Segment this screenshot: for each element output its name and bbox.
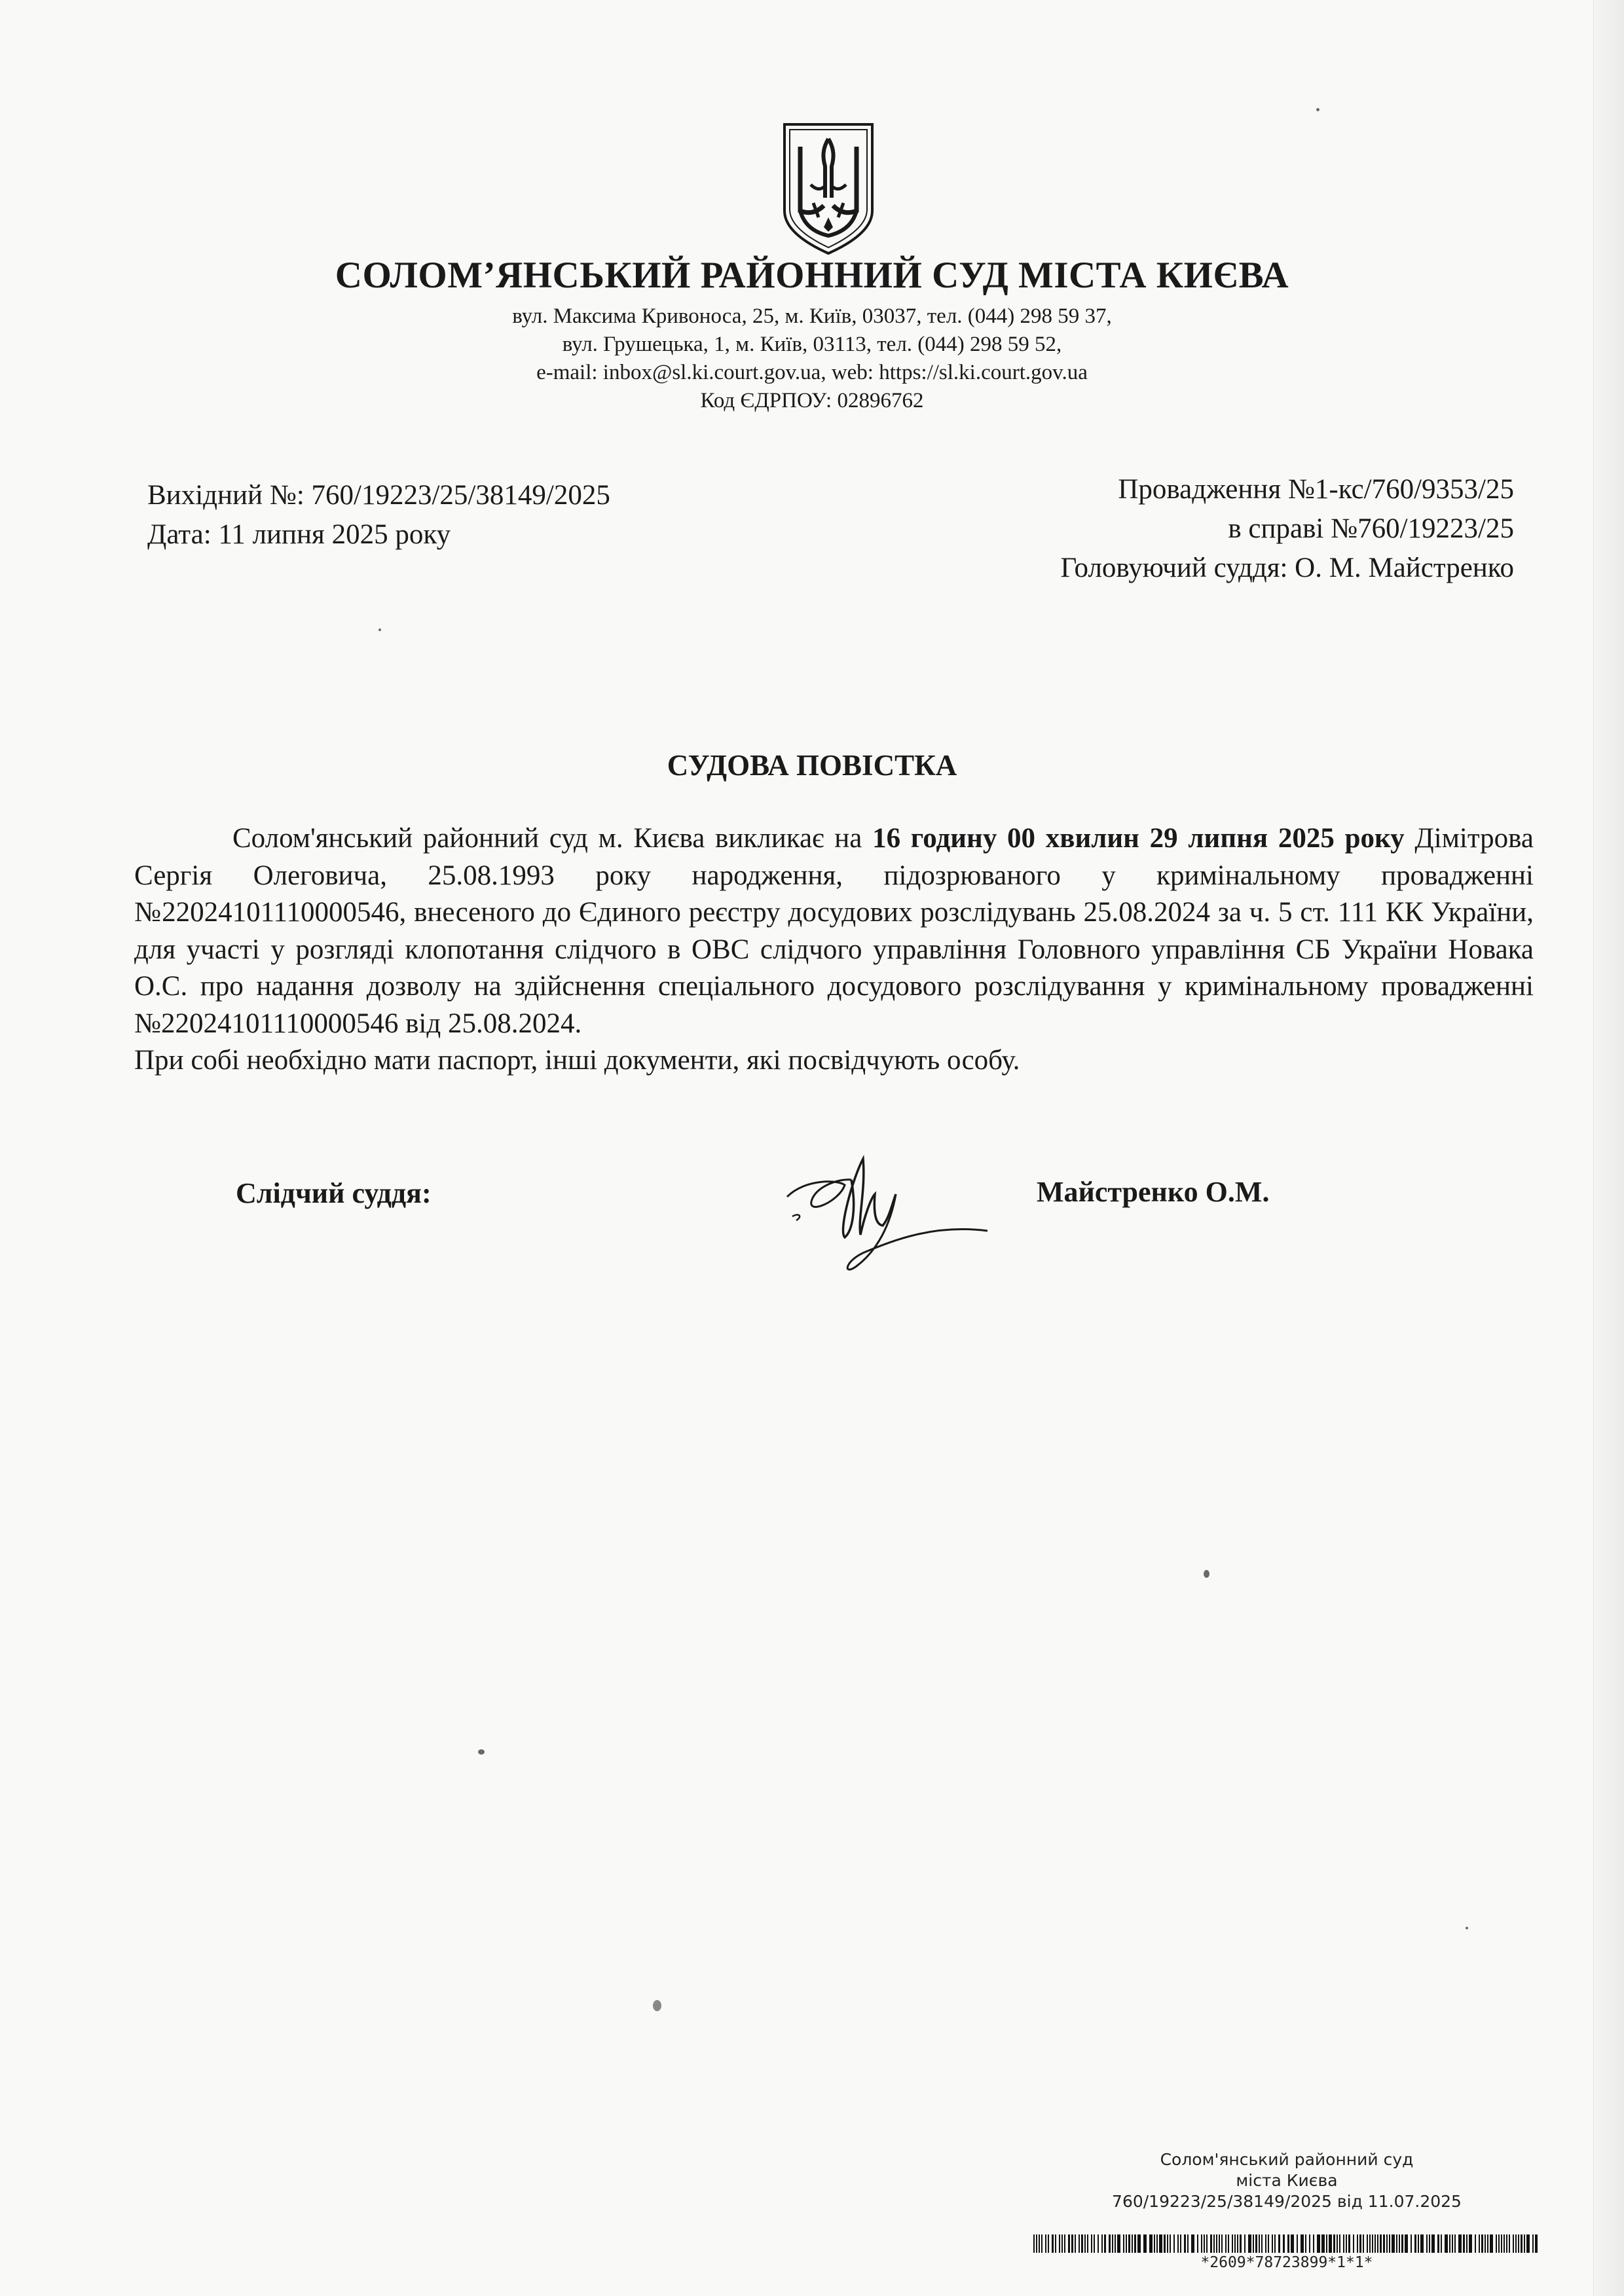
address-line-2: вул. Грушецька, 1, м. Київ, 03113, тел. (044) 298 59 52, bbox=[562, 333, 1062, 356]
scan-speck bbox=[1316, 108, 1320, 111]
summons-paragraph bbox=[134, 820, 1534, 1042]
presiding-judge: Головуючий суддя: О. М. Майстренко bbox=[1060, 553, 1514, 583]
registration-stamp bbox=[1035, 2149, 1539, 2212]
scan-speck bbox=[478, 1749, 485, 1755]
outgoing-date: Дата: 11 липня 2025 року bbox=[147, 519, 451, 550]
edrpou-code: Код ЄДРПОУ: 02896762 bbox=[700, 389, 924, 412]
signature-label: Слідчий суддя: bbox=[236, 1177, 432, 1209]
scan-speck bbox=[1466, 1927, 1468, 1929]
scan-speck bbox=[653, 2000, 661, 2011]
summons-main-text: Дімітрова Сергія Олеговича, 25.08.1993 року народження, підозрюваного у кримінальному провадженні №22024101110000546, внесеного до Єдиного реєстру досудових розслідувань 25.08.2024 за ч. 5 ст. 111 КК України, для участі у розгляді клопотання слідчого в ОВС слідчого управління Головного управління СБ України Новака О.С. про надання дозволу на здійснення спеціального досудового розслідування у кримінальному провадженні №22024101110000546 від 25.08.2024. bbox=[134, 823, 1534, 1039]
scan-speck bbox=[378, 629, 381, 631]
court-name: СОЛОМ’ЯНСЬКИЙ РАЙОННИЙ СУД МІСТА КИЄВА bbox=[335, 255, 1289, 296]
summons-intro: Солом'янський районний суд м. Києва викликає на bbox=[232, 823, 873, 854]
barcode-number: *2609*78723899*1*1* bbox=[1200, 2254, 1373, 2271]
judge-name: Майстренко О.М. bbox=[1037, 1176, 1270, 1208]
summons-datetime: 16 годину 00 хвилин 29 липня 2025 року bbox=[872, 823, 1405, 854]
scan-speck bbox=[1204, 1570, 1209, 1578]
email-web-line: e-mail: inbox@sl.ki.court.gov.ua, web: https://sl.ki.court.gov.ua bbox=[536, 361, 1088, 384]
stamp-city-line: міста Києва bbox=[1236, 2171, 1338, 2190]
stamp-reference-line: 760/19223/25/38149/2025 від 11.07.2025 bbox=[1112, 2192, 1462, 2211]
stamp-court-line: Солом'янський районний суд bbox=[1160, 2150, 1414, 2169]
proceeding-number: Провадження №1-кс/760/9353/25 bbox=[1118, 474, 1514, 505]
summons-body bbox=[134, 820, 1534, 1080]
handwritten-signature-icon bbox=[779, 1139, 995, 1290]
outgoing-number: Вихідний №: 760/19223/25/38149/2025 bbox=[147, 480, 610, 511]
document-title: СУДОВА ПОВІСТКА bbox=[667, 749, 957, 782]
outgoing-details bbox=[147, 476, 610, 555]
trident-emblem-icon bbox=[779, 119, 877, 257]
address-line-1: вул. Максима Кривоноса, 25, м. Київ, 03037, тел. (044) 298 59 37, bbox=[512, 304, 1112, 328]
case-number: в справі №760/19223/25 bbox=[1228, 513, 1514, 544]
barcode-icon bbox=[1033, 2234, 1538, 2253]
court-contacts bbox=[0, 302, 1624, 415]
case-details bbox=[728, 470, 1514, 588]
documents-note: При собі необхідно мати паспорт, інші документи, які посвідчують особу. bbox=[134, 1045, 1020, 1076]
